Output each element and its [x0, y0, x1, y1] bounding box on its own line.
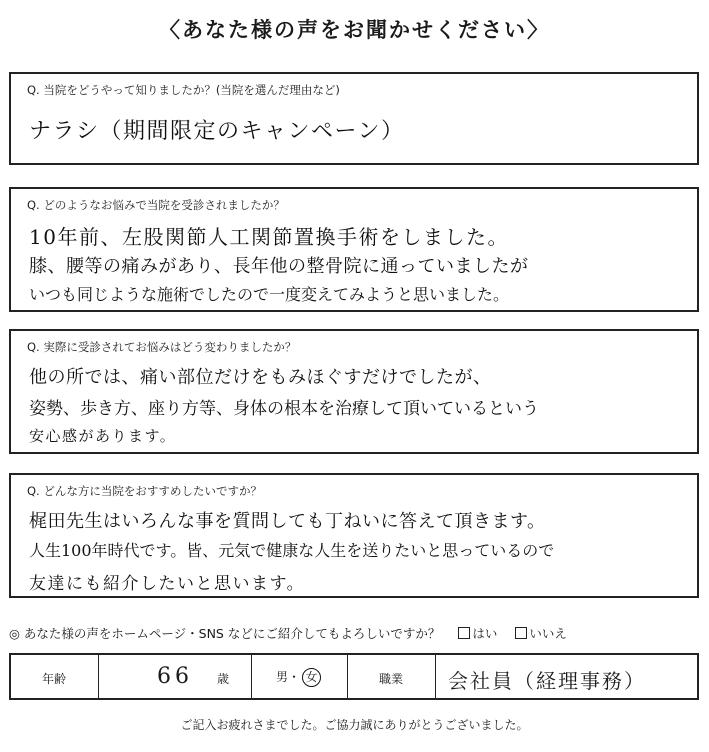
consent-question: ◎ あなた様の声をホームページ・SNS などにご紹介してもよろしいですか？ [9, 626, 441, 641]
job-value: 会社員（経理事務） [448, 669, 646, 693]
consent-row [9, 624, 567, 642]
question-label: Q. 実際に受診されてお悩みはどう変わりましたか？ [27, 340, 297, 354]
gender-female-circled: 女 [302, 668, 321, 687]
question-box-concern [9, 187, 699, 312]
consent-yes-checkbox[interactable] [458, 627, 470, 639]
job-label-cell [348, 655, 436, 698]
footer-thanks: ご記入お疲れさまでした。ご協力誠にありがとうございました。 [180, 718, 529, 732]
respondent-info-table [9, 653, 699, 700]
question-box-change [9, 329, 699, 454]
consent-no-label: いいえ [529, 626, 567, 641]
page-title: 〈あなた様の声をお聞かせください〉 [159, 18, 550, 42]
consent-yes-label: はい [472, 626, 498, 641]
answer-line: 膝、腰等の痛みがあり、長年他の整骨院に通っていましたが [29, 256, 529, 277]
answer-line: 姿勢、歩き方、座り方等、身体の根本を治療して頂いているという [29, 399, 539, 419]
question-label: Q. どのようなお悩みで当院を受診されましたか？ [27, 198, 285, 212]
job-label: 職業 [379, 672, 404, 686]
gender-separator: ・ [288, 670, 301, 684]
answer-line: いつも同じような施術でしたので一度変えてみようと思いました。 [29, 285, 510, 304]
gender-cell [252, 655, 348, 698]
answer-line: 他の所では、痛い部位だけをもみほぐすだけでしたが、 [29, 367, 492, 388]
age-unit: 歳 [217, 672, 230, 686]
answer-line: 安心感があります。 [29, 427, 177, 445]
answer-line: ナラシ（期間限定のキャンペーン） [29, 119, 405, 144]
age-value: 66 [157, 664, 193, 689]
question-label: Q. どんな方に当院をおすすめしたいですか？ [27, 484, 262, 498]
question-label: Q. 当院をどうやって知りましたか？(当院を選んだ理由など) [27, 83, 340, 97]
answer-line: 梶田先生はいろんな事を質問しても丁ねいに答えて頂きます。 [29, 511, 546, 532]
question-box-recommend [9, 473, 699, 598]
consent-no-checkbox[interactable] [515, 627, 527, 639]
age-value-cell [99, 655, 252, 698]
age-label: 年齢 [42, 672, 67, 686]
job-value-cell [436, 655, 697, 698]
gender-male: 男 [276, 670, 289, 684]
age-label-cell [11, 655, 99, 698]
answer-line: 人生100年時代です。皆、元気で健康な人生を送りたいと思っているので [29, 541, 555, 560]
question-box-source [9, 72, 699, 165]
answer-line: 友達にも紹介したいと思います。 [29, 574, 306, 594]
answer-line: 10年前、左股関節人工関節置換手術をしました。 [29, 225, 509, 249]
